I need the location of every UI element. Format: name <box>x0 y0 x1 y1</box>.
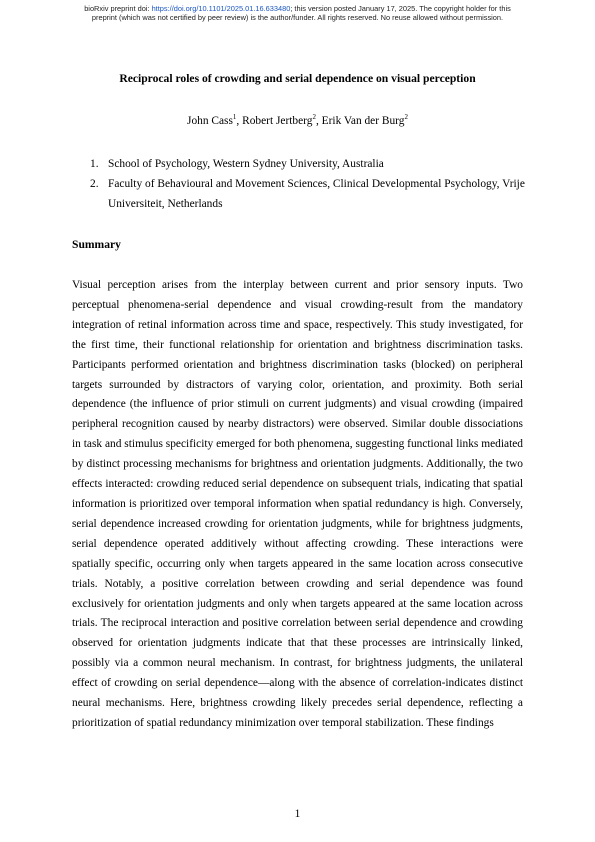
author-list <box>60 115 535 127</box>
summary-heading: Summary <box>72 238 121 251</box>
affiliation-number: 1. <box>90 158 99 170</box>
affiliation-text: Faculty of Behavioural and Movement Sciences, Clinical Developmental Psychology, Vrije Universiteit, Netherlands <box>108 178 525 210</box>
author-separator: , <box>315 115 322 127</box>
affiliation-list <box>90 154 530 214</box>
author-affiliation-mark: 2 <box>312 113 316 122</box>
author-name: John Cass <box>187 115 233 127</box>
author-affiliation-mark: 1 <box>232 113 237 122</box>
summary-paragraph: Visual perception arises from the interplay between current and prior sensory inputs. Two perceptual phenomena-serial dependence and visual crowding-result from the mandatory integration of retinal information across time and space, respectively. This study investigated, for the first time, their functional relationship for orientation and brightness discrimination tasks. Participants performed orientation and brightness discrimination tasks (blocked) on peripheral targets surrounded by distractors of varying color, orientation, and proximity. Both serial dependence (the influence of prior stimuli on current judgments) and visual crowding (impaired peripheral recognition caused by nearby distractors) were observed. Similar double dissociations in task and stimulus specificity emerged for both phenomena, suggesting functional links mediated by distinct processing mechanisms for brightness and orientation judgments. Additionally, the two effects interacted: crowding reduced serial dependence on subsequent trials, indicating that spatial information is prioritized over temporal information when spatial redundancy is high. Conversely, serial dependence increased crowding for orientation judgments, while for brightness judgments, serial dependence operated additively without affecting crowding. These interactions were spatially specific, occurring only when targets appeared in the same location across consecutive trials. Notably, a positive correlation between crowding and serial dependence was found exclusively for orientation judgments and only when targets appeared at the same location across trials. The reciprocal interaction and positive correlation between serial dependence and crowding observed for orientation judgments indicate that that these processes are intrinsically linked, possibly via a common neural mechanism. In contrast, for brightness judgments, the unilateral effect of crowding on serial dependence—along with the absence of correlation-indicates distinct neural mechanisms. Here, brightness crowding likely precedes serial dependence, reflecting a prioritization of spatial redundancy minimization over temporal stabilization. These findings <box>72 279 523 729</box>
preprint-notice <box>40 5 555 22</box>
affiliation-number: 2. <box>90 178 99 190</box>
preprint-notice-line-2: preprint (which was not certified by peer review) is the author/funder. All rights reserved. No reuse allowed without permission. <box>91 12 504 22</box>
paper-title: Reciprocal roles of crowding and serial dependence on visual perception <box>119 72 476 85</box>
affiliation-text: School of Psychology, Western Sydney University, Australia <box>108 158 384 170</box>
affiliation-item <box>90 154 530 174</box>
affiliation-item <box>90 174 530 214</box>
author-separator: , <box>236 115 243 127</box>
notice-rest: ; this version posted January 17, 2025. The copyright holder for this <box>290 4 511 13</box>
doi-link[interactable]: https://doi.org/10.1101/2025.01.16.633480 <box>151 4 291 13</box>
page-number: 1 <box>294 808 301 820</box>
author-affiliation-mark: 2 <box>404 113 408 122</box>
author-name: Erik Van der Burg <box>321 115 405 127</box>
author-name: Robert Jertberg <box>242 115 313 127</box>
notice-prefix: bioRxiv preprint doi: <box>84 4 152 13</box>
